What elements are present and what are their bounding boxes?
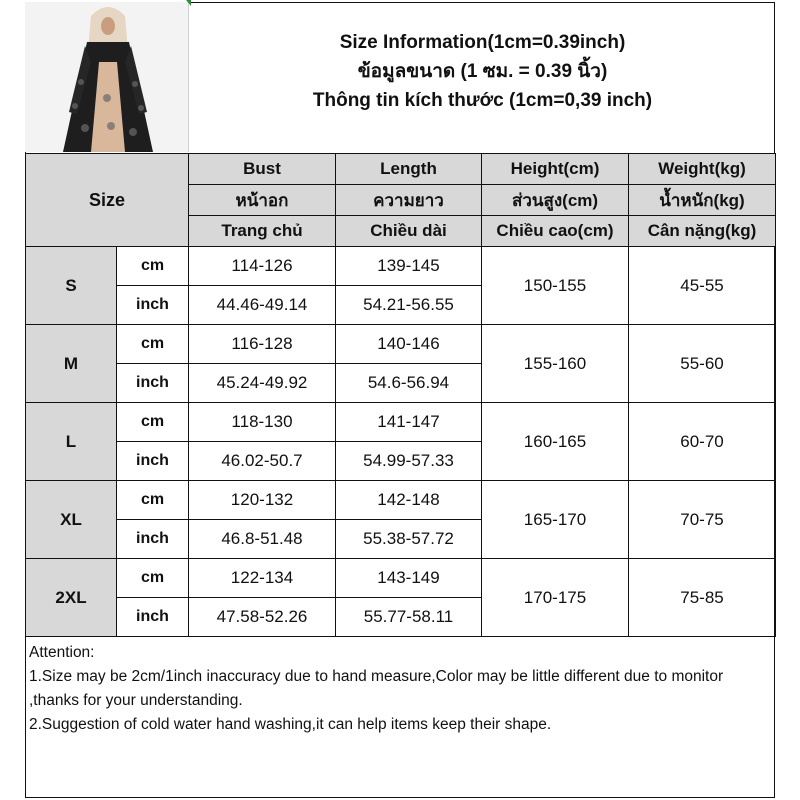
- header: [25, 2, 775, 152]
- bust-inch: 44.46-49.14: [189, 286, 336, 325]
- size-table: [25, 153, 776, 637]
- attention-line-1: 1.Size may be 2cm/1inch inaccuracy due to hand measure,Color may be little different due to monitor ,thanks for your understanding.: [29, 668, 724, 709]
- length-inch: 54.6-56.94: [336, 364, 482, 403]
- weight-value: 45-55: [629, 247, 776, 325]
- col-length-vi: Chiều dài: [336, 216, 482, 247]
- size-label: M: [26, 325, 117, 403]
- col-weight-th: น้ำหนัก(kg): [629, 185, 776, 216]
- unit-inch: inch: [117, 442, 189, 481]
- weight-value: 75-85: [629, 559, 776, 637]
- bust-cm: 114-126: [189, 247, 336, 286]
- weight-value: 60-70: [629, 403, 776, 481]
- size-header: Size: [26, 154, 189, 247]
- table-row: [26, 481, 776, 520]
- corner-mark-icon: [186, 0, 191, 6]
- height-value: 165-170: [482, 481, 629, 559]
- size-label: S: [26, 247, 117, 325]
- col-height-th: ส่วนสูง(cm): [482, 185, 629, 216]
- unit-cm: cm: [117, 481, 189, 520]
- title-thai: ข้อมูลขนาด (1 ซม. = 0.39 นิ้ว): [357, 61, 608, 82]
- attention-line-2: 2.Suggestion of cold water hand washing,it can help items keep their shape.: [29, 716, 552, 733]
- height-value: 150-155: [482, 247, 629, 325]
- title-vietnamese: Thông tin kích thước (1cm=0,39 inch): [312, 90, 653, 111]
- bust-inch: 47.58-52.26: [189, 598, 336, 637]
- bust-inch: 46.8-51.48: [189, 520, 336, 559]
- height-value: 160-165: [482, 403, 629, 481]
- col-length-en: Length: [336, 154, 482, 185]
- product-photo: [25, 2, 189, 152]
- unit-inch: inch: [117, 598, 189, 637]
- unit-inch: inch: [117, 364, 189, 403]
- col-bust-en: Bust: [189, 154, 336, 185]
- bust-cm: 120-132: [189, 481, 336, 520]
- attention-notes: [29, 641, 773, 737]
- unit-inch: inch: [117, 286, 189, 325]
- title-block: [190, 28, 775, 115]
- size-label: 2XL: [26, 559, 117, 637]
- attention-heading: Attention:: [29, 644, 95, 661]
- height-value: 155-160: [482, 325, 629, 403]
- table-row: [26, 559, 776, 598]
- col-bust-vi: Trang chủ: [189, 216, 336, 247]
- weight-value: 70-75: [629, 481, 776, 559]
- unit-cm: cm: [117, 559, 189, 598]
- col-bust-th: หน้าอก: [189, 185, 336, 216]
- weight-value: 55-60: [629, 325, 776, 403]
- bust-inch: 45.24-49.92: [189, 364, 336, 403]
- col-weight-vi: Cân nặng(kg): [629, 216, 776, 247]
- unit-cm: cm: [117, 325, 189, 364]
- bust-cm: 116-128: [189, 325, 336, 364]
- col-height-vi: Chiều cao(cm): [482, 216, 629, 247]
- length-cm: 143-149: [336, 559, 482, 598]
- table-row: [26, 325, 776, 364]
- length-inch: 54.99-57.33: [336, 442, 482, 481]
- col-length-th: ความยาว: [336, 185, 482, 216]
- height-value: 170-175: [482, 559, 629, 637]
- bust-cm: 118-130: [189, 403, 336, 442]
- unit-cm: cm: [117, 403, 189, 442]
- length-cm: 140-146: [336, 325, 482, 364]
- title-english: Size Information(1cm=0.39inch): [339, 32, 626, 53]
- length-inch: 55.38-57.72: [336, 520, 482, 559]
- size-label: L: [26, 403, 117, 481]
- unit-inch: inch: [117, 520, 189, 559]
- bust-cm: 122-134: [189, 559, 336, 598]
- length-inch: 54.21-56.55: [336, 286, 482, 325]
- model-figure-image: [25, 2, 188, 152]
- bust-inch: 46.02-50.7: [189, 442, 336, 481]
- length-inch: 55.77-58.11: [336, 598, 482, 637]
- unit-cm: cm: [117, 247, 189, 286]
- col-weight-en: Weight(kg): [629, 154, 776, 185]
- col-height-en: Height(cm): [482, 154, 629, 185]
- size-label: XL: [26, 481, 117, 559]
- length-cm: 139-145: [336, 247, 482, 286]
- table-row: [26, 247, 776, 286]
- length-cm: 142-148: [336, 481, 482, 520]
- table-row: [26, 403, 776, 442]
- length-cm: 141-147: [336, 403, 482, 442]
